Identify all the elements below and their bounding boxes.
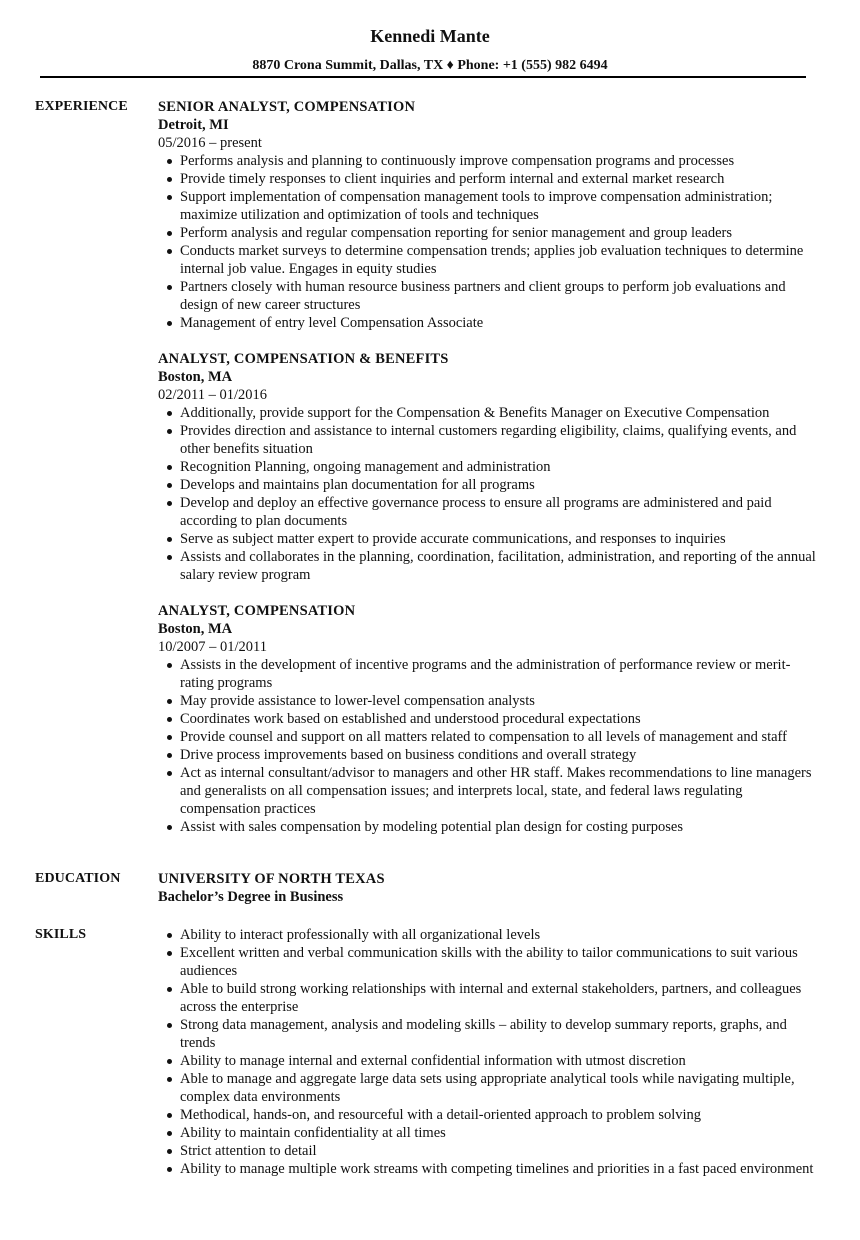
bullet-item: Partners closely with human resource business partners and client groups to perform job evaluations and design of new career structures (158, 278, 818, 314)
candidate-name: Kennedi Mante (370, 26, 490, 46)
contact-line: 8870 Crona Summit, Dallas, TX ♦ Phone: +1 (555) 982 6494 (252, 58, 608, 73)
skill-item: Strong data management, analysis and modeling skills – ability to develop summary reports, graphs, and trends (158, 1016, 818, 1052)
bullet-item: Support implementation of compensation management tools to improve compensation administration; maximize utilization and optimization of tools and techniques (158, 188, 818, 224)
bullet-icon (167, 177, 172, 182)
bullet-item: Act as internal consultant/advisor to managers and other HR staff. Makes recommendations to line managers and generalists on all compensation issues; and interprets local, state, and federal laws regulating compensation practices (158, 764, 818, 818)
section-label-education: EDUCATION (35, 871, 121, 886)
bullet-item: Conducts market surveys to determine compensation trends; applies job evaluation techniques to determine internal job value. Engages in equity studies (158, 242, 818, 278)
bullet-item: Serve as subject matter expert to provide accurate communications, and responses to inquiries (158, 530, 818, 548)
skills-list (158, 926, 818, 1178)
bullet-icon (167, 1149, 172, 1154)
job-title: ANALYST, COMPENSATION (158, 603, 356, 619)
bullet-icon (167, 249, 172, 254)
bullet-icon (167, 825, 172, 830)
bullet-item: Management of entry level Compensation Associate (158, 314, 818, 332)
bullet-icon (167, 933, 172, 938)
bullet-item: May provide assistance to lower-level compensation analysts (158, 692, 818, 710)
bullet-item: Provide counsel and support on all matters related to compensation to all levels of management and staff (158, 728, 818, 746)
skill-item: Ability to manage multiple work streams with competing timelines and priorities in a fast paced environment (158, 1160, 818, 1178)
bullet-icon (167, 285, 172, 290)
bullet-item: Provide timely responses to client inquiries and perform internal and external market research (158, 170, 818, 188)
bullet-icon (167, 987, 172, 992)
job-bullets (158, 152, 818, 332)
bullet-icon (167, 231, 172, 236)
bullet-icon (167, 159, 172, 164)
job-entry (158, 98, 818, 332)
bullet-item: Assists and collaborates in the planning, coordination, facilitation, administration, and reporting of the annual salary review program (158, 548, 818, 584)
bullet-item: Performs analysis and planning to continuously improve compensation programs and processes (158, 152, 818, 170)
bullet-item: Assists in the development of incentive programs and the administration of performance review or merit-rating programs (158, 656, 818, 692)
section-label-skills: SKILLS (35, 927, 87, 942)
skill-item: Able to manage and aggregate large data sets using appropriate analytical tools while navigating multiple, complex data environments (158, 1070, 818, 1106)
bullet-item: Assist with sales compensation by modeling potential plan design for costing purposes (158, 818, 818, 836)
bullet-item: Coordinates work based on established and understood procedural expectations (158, 710, 818, 728)
job-dates: 05/2016 – present (158, 135, 262, 151)
bullet-icon (167, 1077, 172, 1082)
job-title: ANALYST, COMPENSATION & BENEFITS (158, 351, 449, 367)
bullet-icon (167, 537, 172, 542)
bullet-item: Develop and deploy an effective governance process to ensure all programs are administered and paid according to plan documents (158, 494, 818, 530)
bullet-icon (167, 663, 172, 668)
bullet-icon (167, 555, 172, 560)
skill-item: Excellent written and verbal communication skills with the ability to tailor communications to suit various audiences (158, 944, 818, 980)
bullet-icon (167, 699, 172, 704)
bullet-icon (167, 753, 172, 758)
job-entry (158, 350, 818, 584)
degree: Bachelor’s Degree in Business (158, 889, 344, 905)
job-entry (158, 602, 818, 836)
bullet-icon (167, 465, 172, 470)
job-title: SENIOR ANALYST, COMPENSATION (158, 99, 416, 115)
bullet-icon (167, 1023, 172, 1028)
job-dates: 02/2011 – 01/2016 (158, 387, 268, 403)
bullet-icon (167, 951, 172, 956)
skill-item: Ability to maintain confidentiality at all times (158, 1124, 818, 1142)
bullet-icon (167, 483, 172, 488)
education-body (158, 870, 818, 906)
job-bullets (158, 656, 818, 836)
header-divider (40, 76, 806, 78)
bullet-icon (167, 321, 172, 326)
section-label-experience: EXPERIENCE (35, 99, 128, 114)
bullet-icon (167, 1131, 172, 1136)
bullet-icon (167, 771, 172, 776)
bullet-icon (167, 411, 172, 416)
skill-item: Ability to interact professionally with all organizational levels (158, 926, 818, 944)
bullet-item: Recognition Planning, ongoing management and administration (158, 458, 818, 476)
bullet-item: Drive process improvements based on business conditions and overall strategy (158, 746, 818, 764)
skill-item: Strict attention to detail (158, 1142, 818, 1160)
bullet-icon (167, 501, 172, 506)
job-dates: 10/2007 – 01/2011 (158, 639, 268, 655)
job-location: Boston, MA (158, 621, 233, 637)
bullet-item: Provides direction and assistance to internal customers regarding eligibility, claims, qualifying events, and other benefits situation (158, 422, 818, 458)
bullet-icon (167, 717, 172, 722)
job-location: Detroit, MI (158, 117, 229, 133)
bullet-icon (167, 1113, 172, 1118)
bullet-item: Perform analysis and regular compensation reporting for senior management and group leaders (158, 224, 818, 242)
bullet-item: Additionally, provide support for the Compensation & Benefits Manager on Executive Compensation (158, 404, 818, 422)
skill-item: Ability to manage internal and external confidential information with utmost discretion (158, 1052, 818, 1070)
bullet-icon (167, 195, 172, 200)
job-bullets (158, 404, 818, 584)
bullet-icon (167, 1059, 172, 1064)
bullet-icon (167, 1167, 172, 1172)
skills-body (158, 926, 818, 1178)
skill-item: Methodical, hands-on, and resourceful with a detail-oriented approach to problem solving (158, 1106, 818, 1124)
experience-body (158, 98, 818, 854)
resume-header (0, 25, 860, 75)
bullet-item: Develops and maintains plan documentation for all programs (158, 476, 818, 494)
job-location: Boston, MA (158, 369, 233, 385)
skill-item: Able to build strong working relationships with internal and external stakeholders, partners, and colleagues across the enterprise (158, 980, 818, 1016)
bullet-icon (167, 429, 172, 434)
bullet-icon (167, 735, 172, 740)
school-name: UNIVERSITY OF NORTH TEXAS (158, 871, 385, 887)
